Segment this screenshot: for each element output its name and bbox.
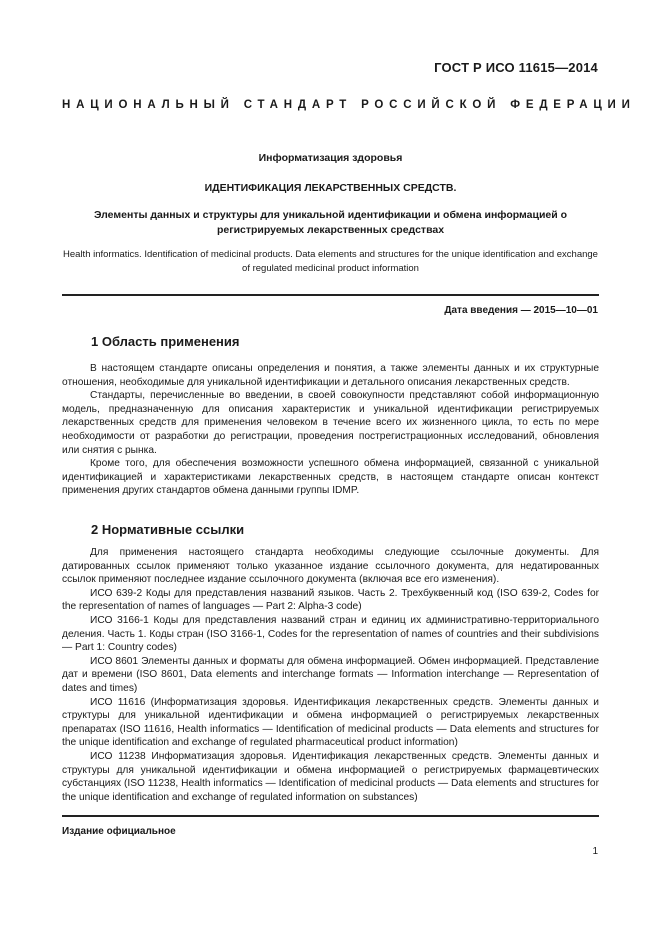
section-1-heading: 1 Область применения [91, 334, 240, 349]
document-title-main: Информатизация здоровья [258, 152, 403, 164]
reference-item: ИСО 8601 Элементы данных и форматы для обмена информацией. Обмен информацией. Представление дат и времени (ISO 8601, Data elements and interchange formats — Information interchange — Representation of dates and times) [62, 655, 599, 694]
document-title-english: Health informatics. Identification of medicinal products. Data elements and structures for the unique identification and exchange of regulated medicinal product information [63, 249, 598, 274]
document-title-sub2: Элементы данных и структуры для уникальной идентификации и обмена информацией о регистрируемых лекарственных средствах [93, 209, 568, 236]
section-1-paragraph: В настоящем стандарте описаны определения и понятия, а также элементы данных и их структурные отношения, необходимые для уникальной идентификации и детального описания лекарственных средств. [62, 363, 599, 388]
bottom-divider [62, 815, 599, 817]
section-1-paragraph: Стандарты, перечисленные во введении, в своей совокупности представляют собой информационную модель, предназначенную для описания характеристик и уникальной идентификации регистрируемых лекарственных средств для применения человеком в течение всего их жизненного цикла, то есть по мере необходимости от разработки до регистрации, проведения пострегистрационных исследований, обновления или снятия с рынка. [62, 390, 599, 456]
document-title-sub1: ИДЕНТИФИКАЦИЯ ЛЕКАРСТВЕННЫХ СРЕДСТВ. [204, 182, 457, 194]
gost-number: ГОСТ Р ИСО 11615—2014 [434, 60, 598, 75]
reference-item: ИСО 11238 Информатизация здоровья. Идентификация лекарственных средств. Элементы данных и структуры для уникальной идентификации и обмена информацией о регистрируемых фармацевтических субстанциях (ISO 11238, Health informatics — Identification of medicinal products — Data elements and structures for the unique identification and exchange of regulated information on substances) [62, 750, 599, 803]
edition-label: Издание официальное [62, 826, 176, 837]
page-number: 1 [592, 846, 598, 857]
reference-item: ИСО 11616 (Информатизация здоровья. Идентификация лекарственных средств. Элементы данных и структуры для уникальной идентификации и обмена информацией о регистрируемых лекарственных препаратах (ISO 11616, Health informatics — Identification of medicinal products — Data elements and structures for the unique identification and exchange of regulated pharmaceutical product information) [62, 696, 599, 749]
national-standard-heading: НАЦИОНАЛЬНЫЙ СТАНДАРТ РОССИЙСКОЙ ФЕДЕРАЦИИ [62, 99, 636, 111]
introduction-date: Дата введения — 2015—10—01 [444, 305, 598, 316]
top-divider [62, 294, 599, 296]
section-2-body [62, 546, 599, 804]
section-2-paragraph: Для применения настоящего стандарта необходимы следующие ссылочные документы. Для датированных ссылок применяют только указанное издание ссылочного документа, для недатированных ссылок применяют последнее издание ссылочного документа (включая все его изменения). [62, 547, 599, 586]
section-1-body [62, 362, 599, 498]
reference-item: ИСО 639-2 Коды для представления названий языков. Часть 2. Трехбуквенный код (ISO 639-2, Codes for the representation of names of languages — Part 2: Alpha-3 code) [62, 587, 599, 613]
section-2-heading: 2 Нормативные ссылки [91, 522, 245, 537]
reference-item: ИСО 3166-1 Коды для представления названий стран и единиц их административно-территориального деления. Часть 1. Коды стран (ISO 3166-1, Codes for the representation of names of countries and their subdivisions — Part 1: Country codes) [62, 614, 599, 654]
section-1-paragraph: Кроме того, для обеспечения возможности успешного обмена информацией, связанной с уникальной идентификацией и характеристиками лекарственных средств, в настоящем стандарте описан контекст применения других стандартов обмена данными группы IDMP. [62, 458, 599, 497]
